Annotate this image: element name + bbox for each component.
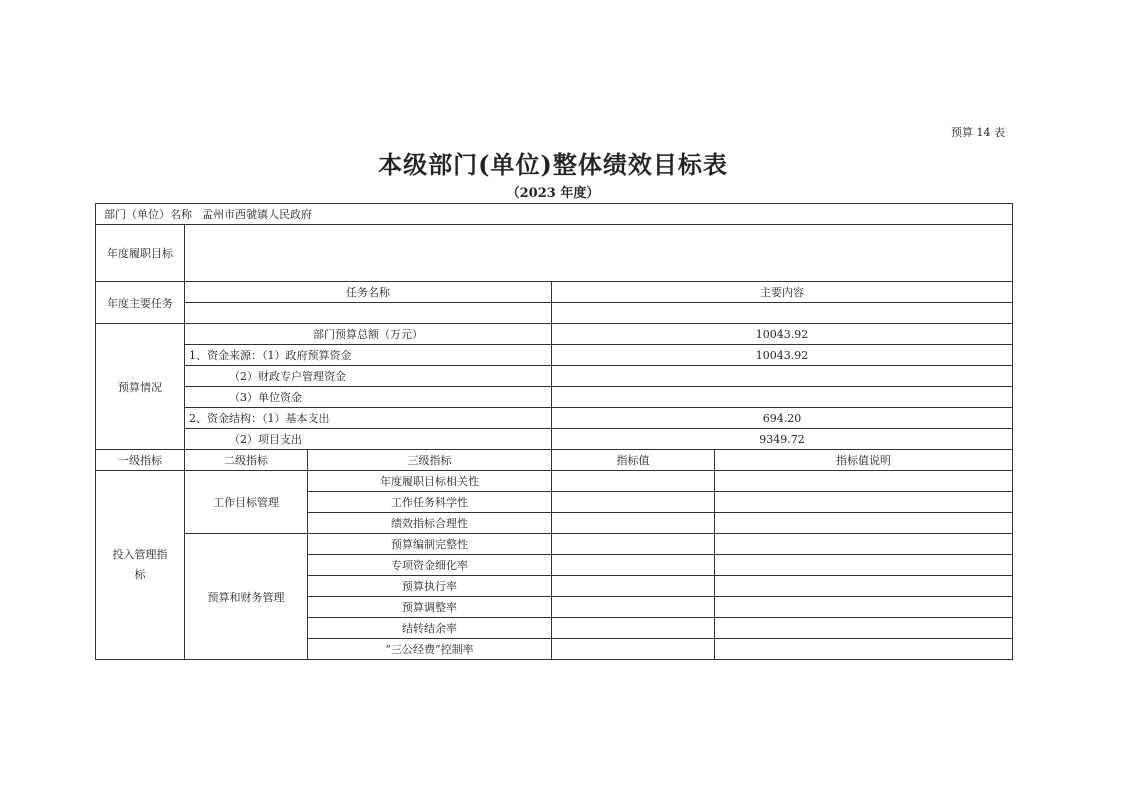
indicator-value-cell — [552, 618, 715, 639]
dept-value: 孟州市西虢镇人民政府 — [202, 208, 312, 221]
budget-row — [96, 408, 1013, 429]
indicator-value-cell — [552, 597, 715, 618]
tasks-col-name: 任务名称 — [185, 282, 552, 303]
header-level3: 三级指标 — [308, 450, 552, 471]
budget-item: 2、资金结构：（1）基本支出 — [185, 408, 552, 429]
budget-label: 预算情况 — [96, 324, 185, 450]
indicator-level3: 结转结余率 — [308, 618, 552, 639]
task-content-cell — [552, 303, 1013, 324]
indicator-header-row — [96, 450, 1013, 471]
task-name-cell — [185, 303, 552, 324]
indicator-value-cell — [552, 513, 715, 534]
budget-item: （2）财政专户管理资金 — [185, 366, 552, 387]
indicator-value-cell — [552, 492, 715, 513]
budget-row — [96, 345, 1013, 366]
indicator-desc-cell — [715, 555, 1013, 576]
budget-row — [96, 366, 1013, 387]
indicator-level3: 绩效指标合理性 — [308, 513, 552, 534]
indicator-desc-cell — [715, 639, 1013, 660]
indicator-desc-cell — [715, 534, 1013, 555]
tasks-header-row — [96, 282, 1013, 303]
indicator-desc-cell — [715, 597, 1013, 618]
tasks-label: 年度主要任务 — [96, 282, 185, 324]
indicator-desc-cell — [715, 576, 1013, 597]
page-title: 本级部门(单位)整体绩效目标表 — [378, 150, 728, 179]
budget-row — [96, 429, 1013, 450]
indicator-level2: 工作目标管理 — [185, 471, 308, 534]
dept-label: 部门（单位）名称 — [104, 208, 192, 221]
indicator-row — [96, 534, 1013, 555]
tasks-row — [96, 303, 1013, 324]
budget-item: 部门预算总额（万元） — [185, 324, 552, 345]
budget-value: 10043.92 — [552, 345, 1013, 366]
indicator-value-cell — [552, 471, 715, 492]
indicator-level3: 预算编制完整性 — [308, 534, 552, 555]
indicator-desc-cell — [715, 492, 1013, 513]
indicator-level3: 专项资金细化率 — [308, 555, 552, 576]
indicator-level3: 预算执行率 — [308, 576, 552, 597]
budget-item: （2）项目支出 — [185, 429, 552, 450]
budget-item: 1、资金来源：（1）政府预算资金 — [185, 345, 552, 366]
indicator-level3: 年度履职目标相关性 — [308, 471, 552, 492]
dept-cell — [96, 204, 1013, 225]
header-value: 指标值 — [552, 450, 715, 471]
indicator-value-cell — [552, 576, 715, 597]
performance-target-table — [95, 203, 1013, 660]
indicator-level2: 预算和财务管理 — [185, 534, 308, 660]
dept-row — [96, 204, 1013, 225]
annual-goal-label: 年度履职目标 — [96, 225, 185, 282]
indicator-level1: 投入管理指标 — [96, 471, 185, 660]
budget-value: 10043.92 — [552, 324, 1013, 345]
indicator-row — [96, 471, 1013, 492]
indicator-value-cell — [552, 555, 715, 576]
indicator-value-cell — [552, 639, 715, 660]
annual-goal-row — [96, 225, 1013, 282]
annual-goal-value — [185, 225, 1013, 282]
budget-value: 9349.72 — [552, 429, 1013, 450]
header-level1: 一级指标 — [96, 450, 185, 471]
header-desc: 指标值说明 — [715, 450, 1013, 471]
header-level2: 二级指标 — [185, 450, 308, 471]
budget-value: 694.20 — [552, 408, 1013, 429]
budget-value — [552, 366, 1013, 387]
form-number-tag: 预算 14 表 — [951, 126, 1005, 139]
indicator-level3: 工作任务科学性 — [308, 492, 552, 513]
indicator-desc-cell — [715, 513, 1013, 534]
budget-row — [96, 387, 1013, 408]
tasks-col-content: 主要内容 — [552, 282, 1013, 303]
budget-value — [552, 387, 1013, 408]
indicator-level3: 预算调整率 — [308, 597, 552, 618]
indicator-desc-cell — [715, 471, 1013, 492]
budget-item: （3）单位资金 — [185, 387, 552, 408]
indicator-desc-cell — [715, 618, 1013, 639]
indicator-value-cell — [552, 534, 715, 555]
budget-row — [96, 324, 1013, 345]
page-subtitle: （2023 年度） — [506, 186, 600, 201]
indicator-level3: “三公经费”控制率 — [308, 639, 552, 660]
